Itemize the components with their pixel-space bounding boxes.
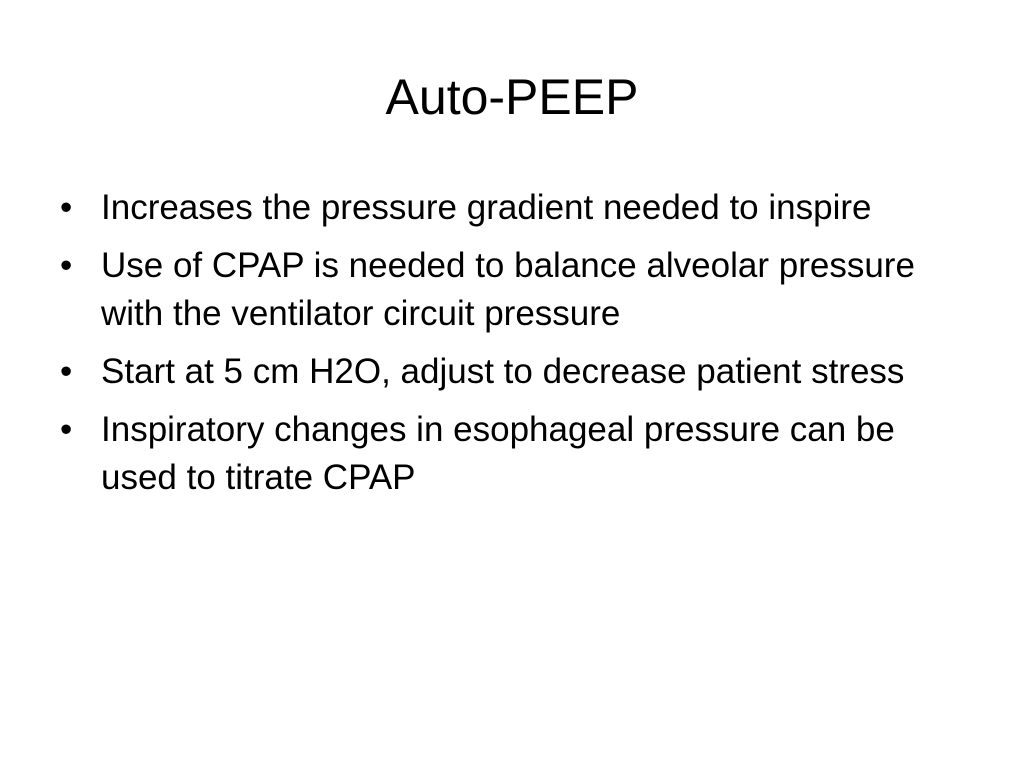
bullet-item <box>60 348 960 396</box>
bullet-dot-icon: • <box>60 188 73 227</box>
bullet-dot-icon: • <box>60 246 73 285</box>
bullet-text: Increases the pressure gradient needed to inspire <box>101 188 872 227</box>
bullet-text: Use of CPAP is needed to balance alveolar pressure with the ventilator circuit pressure <box>101 246 915 333</box>
slide-title: Auto-PEEP <box>385 69 639 125</box>
bullet-dot-icon: • <box>60 410 73 449</box>
bullet-dot-icon: • <box>60 352 73 391</box>
bullet-text: Start at 5 cm H2O, adjust to decrease patient stress <box>101 352 905 391</box>
bullet-item <box>60 184 960 232</box>
bullet-list <box>60 184 960 512</box>
bullet-text: Inspiratory changes in esophageal pressure can be used to titrate CPAP <box>101 410 895 497</box>
bullet-item <box>60 242 960 338</box>
bullet-item <box>60 406 960 502</box>
